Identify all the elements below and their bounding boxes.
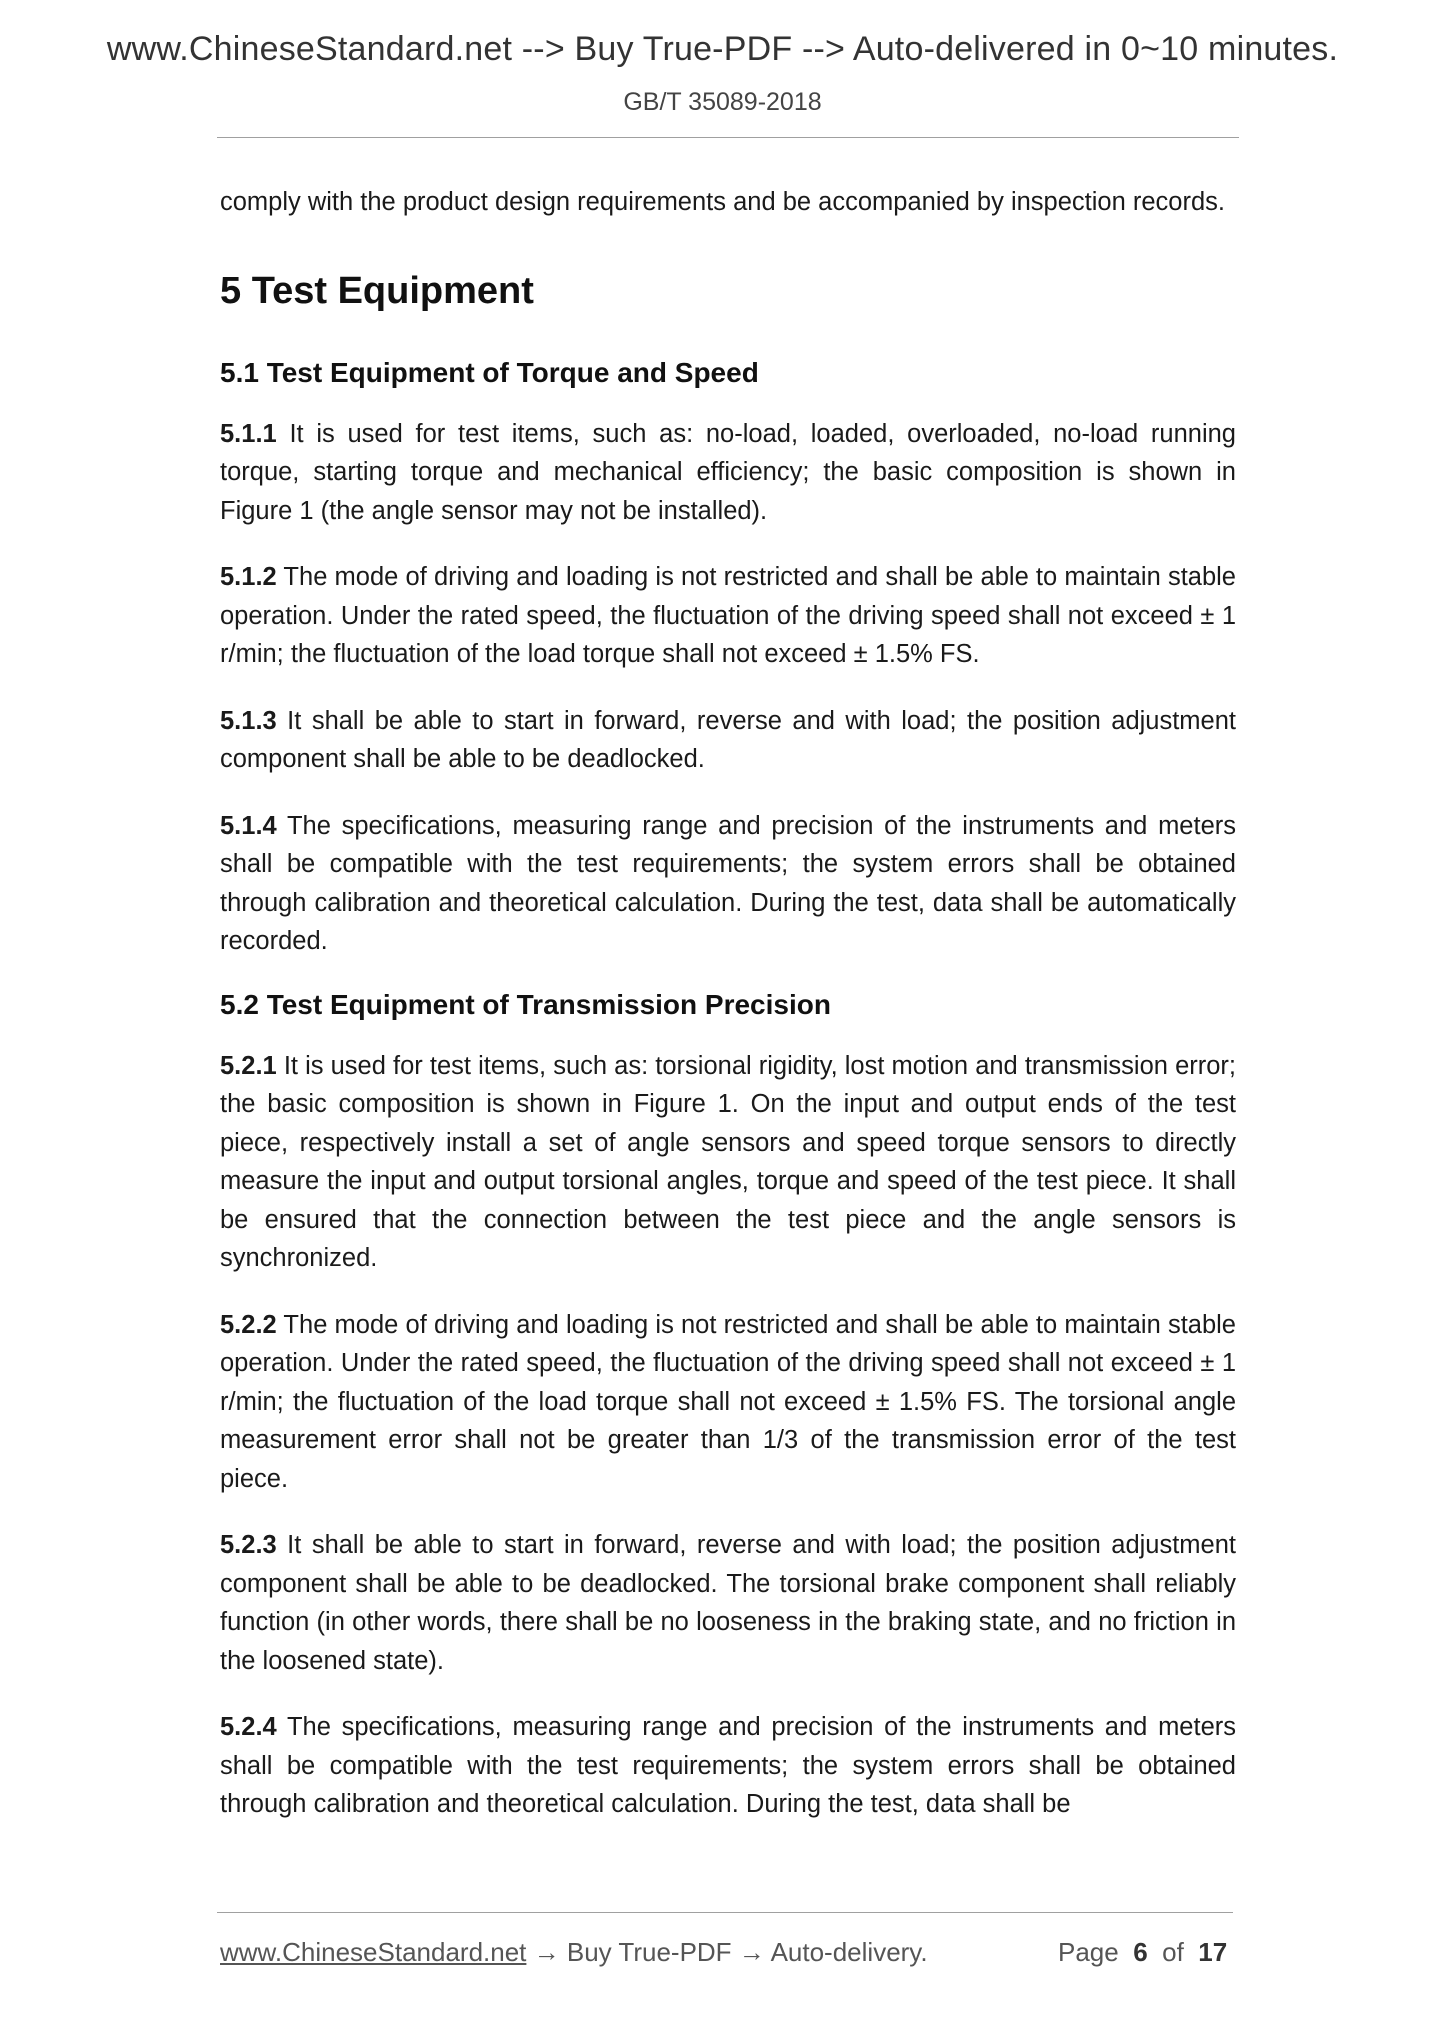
clause-text: It is used for test items, such as: torsional rigidity, lost motion and transmission error; the basic composition is shown in Figure 1. On the input and output ends of the test piece, respectively install a set of angle sensors and speed torque sensors to directly measure the input and output torsional angles, torque and speed of the test piece. It shall be ensured that the connection between the test piece and the angle sensors is synchronized. bbox=[220, 1051, 1236, 1272]
clause-5-1-2 bbox=[220, 558, 1236, 674]
clause-5-1-1 bbox=[220, 415, 1236, 531]
clause-text: The specifications, measuring range and precision of the instruments and meters shall be compatible with the test requirements; the system errors shall be obtained through calibration and theoretical calculation. During the test, data shall be bbox=[220, 1713, 1236, 1818]
clause-number: 5.1.1 bbox=[220, 419, 277, 448]
section-5-2-heading: 5.2 Test Equipment of Transmission Precision bbox=[220, 988, 831, 1020]
clause-text: The specifications, measuring range and precision of the instruments and meters shall be compatible with the test requirements; the system errors shall be obtained through calibration and theoretical calculation. During the test, data shall be automatically recorded. bbox=[220, 811, 1236, 955]
document-body bbox=[220, 183, 1236, 1852]
clause-5-2-2 bbox=[220, 1306, 1236, 1499]
clause-5-2-4 bbox=[220, 1708, 1236, 1824]
footer-link-area bbox=[220, 1937, 928, 1968]
clause-text: It is used for test items, such as: no-load, loaded, overloaded, no-load running torque, starting torque and mechanical efficiency; the basic composition is shown in Figure 1 (the angle sensor may not be installed). bbox=[220, 419, 1236, 525]
clause-text: The mode of driving and loading is not restricted and shall be able to maintain stable operation. Under the rated speed, the fluctuation of the driving speed shall not exceed ± 1 r/min; the fluctuation of the load torque shall not exceed ± 1.5% FS. bbox=[220, 563, 1236, 668]
total-pages: 17 bbox=[1198, 1937, 1228, 1967]
page-indicator bbox=[1058, 1937, 1227, 1968]
clause-number: 5.2.3 bbox=[220, 1531, 277, 1559]
clause-number: 5.1.3 bbox=[220, 706, 277, 735]
page-word: Page bbox=[1058, 1937, 1119, 1967]
clause-number: 5.2.4 bbox=[220, 1713, 277, 1741]
clause-5-1-4 bbox=[220, 807, 1236, 961]
section-5-heading: 5 Test Equipment bbox=[220, 269, 534, 312]
footer-divider bbox=[217, 1912, 1233, 1913]
clause-5-2-1 bbox=[220, 1047, 1236, 1278]
clause-5-1-3 bbox=[220, 702, 1236, 779]
header-divider bbox=[217, 137, 1239, 138]
clause-text: It shall be able to start in forward, reverse and with load; the position adjustment component shall be able to be deadlocked. The torsional brake component shall reliably function (in other words, there shall be no looseness in the braking state, and no friction in the loosened state). bbox=[220, 1531, 1236, 1675]
standard-code: GB/T 35089-2018 bbox=[623, 88, 822, 116]
of-word: of bbox=[1162, 1937, 1184, 1967]
intro-paragraph: comply with the product design requirements and be accompanied by inspection records. bbox=[220, 188, 1225, 216]
footer-tagline: → Buy True-PDF → Auto-delivery. bbox=[526, 1937, 928, 1967]
clause-number: 5.1.2 bbox=[220, 563, 277, 591]
clause-5-2-3 bbox=[220, 1526, 1236, 1680]
clause-number: 5.1.4 bbox=[220, 811, 277, 840]
section-5-1-heading: 5.1 Test Equipment of Torque and Speed bbox=[220, 356, 759, 388]
top-banner: www.ChineseStandard.net --> Buy True-PDF --> Auto-delivered in 0~10 minutes. bbox=[106, 30, 1339, 68]
page-number: 6 bbox=[1133, 1937, 1148, 1967]
footer-site-link[interactable]: www.ChineseStandard.net bbox=[220, 1937, 527, 1967]
clause-number: 5.2.2 bbox=[220, 1310, 277, 1339]
clause-number: 5.2.1 bbox=[220, 1051, 277, 1080]
clause-text: It shall be able to start in forward, reverse and with load; the position adjustment component shall be able to be deadlocked. bbox=[220, 706, 1236, 773]
clause-text: The mode of driving and loading is not restricted and shall be able to maintain stable operation. Under the rated speed, the fluctuation of the driving speed shall not exceed ± 1 r/min; the fluctuation of the load torque shall not exceed ± 1.5% FS. The torsional angle measurement error shall not be greater than 1/3 of the transmission error of the test piece. bbox=[220, 1310, 1236, 1493]
